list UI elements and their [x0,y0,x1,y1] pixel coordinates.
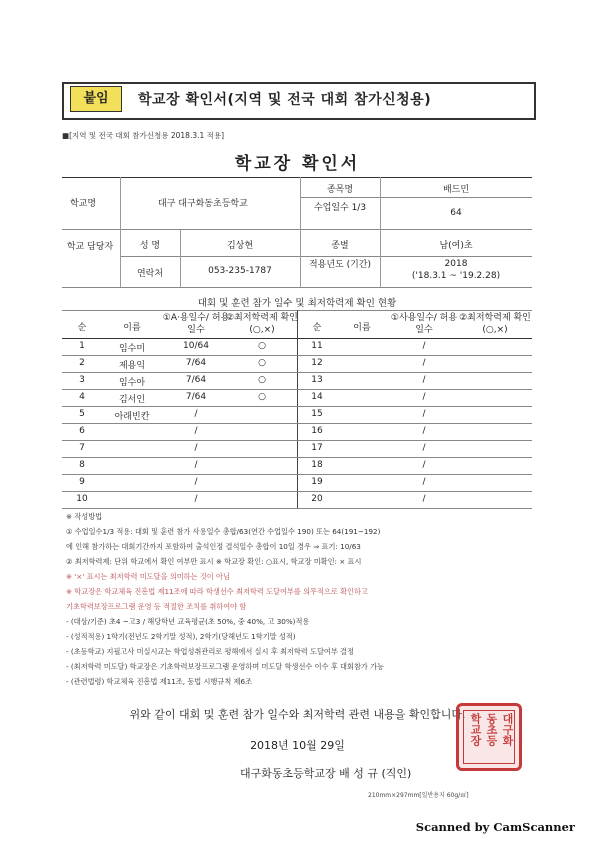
row-check: ○ [258,341,266,351]
official-seal: 대구화 동초등 학교장 [456,703,522,771]
row-number-right: 20 [311,494,323,504]
contact-label: 연락처 [136,269,164,279]
row-number: 2 [79,358,85,368]
row-days-right: / [422,375,426,385]
footnote-line: ※ 작성방법 [66,512,103,521]
row-name: 김서인 [118,395,146,405]
footnote-line: 기초학력보장프로그램 운영 등 적절한 조치를 취하여야 함 [66,602,247,611]
footnote-line: - (대상/기준) 초4 ~고3 / 해당학년 교육평균(초 50%, 중 40%, 고 30%)적용 [66,617,310,626]
footnote-line: 에 인해 참가하는 대회기간까지 포함하여 출석인정 결석일수 총합이 10일 경우 ⇒ 표기: 10/63 [66,542,361,551]
footnote-line: - (성적적용) 1학기(전년도 2학기말 성적), 2학기(당해년도 1학기말 성적) [66,632,296,641]
contact-value: 053-235-1787 [208,266,272,276]
confirmation-text: 위와 같이 대회 및 훈련 참가 일수와 최저학력 관련 내용을 확인합니다. [129,708,466,721]
col-name-right: 이름 [353,323,371,333]
row-number: 5 [79,409,85,419]
row-number-right: 12 [311,358,323,368]
row-check: ○ [258,375,266,385]
row-days: 7/64 [185,375,207,385]
row-days: / [194,460,198,470]
col-days: ①A·용일수/ 허용일수 [162,313,230,335]
footnote-line: ① 수업일수1/3 적용: 대회 및 훈련 참가 사용일수 총합/63(연간 수업일수 190) 또는 64(191~192) [66,527,381,536]
row-number-right: 14 [311,392,323,402]
school-label: 학교명 [70,199,97,209]
row-number: 4 [79,392,85,402]
row-number: 9 [79,477,85,487]
row-number: 1 [79,341,85,351]
row-name: 제용익 [118,361,146,371]
footnote-line: - (관련법령) 학교체육 진흥법 제11조, 동법 시행규칙 제6조 [66,677,253,686]
col-check-right: ②최저학력제 확인(○,×) [459,313,531,335]
footnote-line: - (초등학교) 지필고사 미실시교는 학업성취관리로 평해에서 실시 후 최저학력 도달여부 결정 [66,647,354,656]
issue-date: 2018년 10월 29일 [250,739,345,752]
row-name: 아래빈칸 [114,412,150,422]
sport-value: 배드민 [442,185,470,195]
name-value: 김상현 [226,241,254,251]
row-days: 10/64 [183,341,209,351]
gender-value: 남(여)초 [439,241,473,251]
row-check: ○ [258,392,266,402]
class-days-label: 수업일수 1/3 [313,203,367,213]
row-days-right: / [422,426,426,436]
paper-size-note: 210mm×297mm[일반용지 60g/㎡] [368,792,469,799]
row-number: 3 [79,375,85,385]
row-days: / [194,409,198,419]
row-number-right: 13 [311,375,323,385]
row-check: ○ [258,358,266,368]
col-no: 순 [77,323,87,333]
footnote-line: ② 최저학력제: 단위 학교에서 확인 여부만 표시 ※ 학교장 확인: ○표시, 학교장 미확인: × 표시 [66,557,362,566]
footnote-line: ※ 학교장은 학교체육 진흥법 제11조에 따라 학생선수 최저학력 도달여부를 의무적으로 확인하고 [66,587,368,596]
footnote-line: ※ '×' 표시는 최저학력 미도달을 의미하는 것이 아님 [66,572,230,581]
col-no-right: 순 [312,323,322,333]
person-label: 학교 담당자 [66,242,114,252]
row-days: / [194,443,198,453]
row-days: / [194,494,198,504]
row-number: 10 [76,494,88,504]
row-number-right: 19 [311,477,323,487]
row-number-right: 16 [311,426,323,436]
row-days-right: / [422,392,426,402]
row-number: 8 [79,460,85,470]
attachment-tag: 붙임 [70,86,122,112]
row-number: 6 [79,426,85,436]
principal-signature: 대구화동초등학교장 배 성 규 (직인) [240,767,412,780]
applicability-note: ■[지역 및 전국 대회 참가신청용 2018.3.1 적용] [62,131,225,140]
row-days: 7/64 [185,358,207,368]
row-days: 7/64 [185,392,207,402]
name-label: 성 명 [139,241,161,251]
row-days-right: / [422,409,426,419]
row-name: 임수미 [118,344,146,354]
row-days-right: / [422,341,426,351]
status-title: 대회 및 훈련 참가 일수 및 최저학력제 확인 현황 [197,298,397,309]
year-label: 적용년도 (기간) [308,260,372,270]
col-days-right: ①사용일수/ 허용일수 [390,313,458,335]
row-number-right: 15 [311,409,323,419]
gender-label: 종별 [331,241,349,251]
row-days-right: / [422,358,426,368]
sport-label: 종목명 [326,185,354,195]
row-days-right: / [422,477,426,487]
document-title: 학교장 확인서 [234,154,361,174]
row-days-right: / [422,443,426,453]
year-value: 2018 [444,259,468,269]
col-name: 이름 [123,323,141,333]
header-title: 학교장 확인서(지역 및 전국 대회 참가신청용) [138,92,432,108]
row-number-right: 17 [311,443,323,453]
class-days-value: 64 [450,208,462,218]
period-value: ('18.3.1 ~ '19.2.28) [411,271,501,281]
row-number: 7 [79,443,85,453]
row-number-right: 11 [311,341,323,351]
row-days: / [194,426,198,436]
col-check: ②최저학력제 확인(○,×) [226,313,298,335]
scanner-watermark: Scanned by CamScanner [415,820,575,834]
school-value: 대구 대구화동초등학교 [158,199,248,209]
row-days-right: / [422,460,426,470]
row-days: / [194,477,198,487]
row-number-right: 18 [311,460,323,470]
row-name: 임수아 [118,378,146,388]
row-days-right: / [422,494,426,504]
footnote-line: - (최저학력 미도달) 학교장은 기초학력보장프로그램 운영하며 미도달 학생선수 이수 후 대회참가 가능 [66,662,385,671]
